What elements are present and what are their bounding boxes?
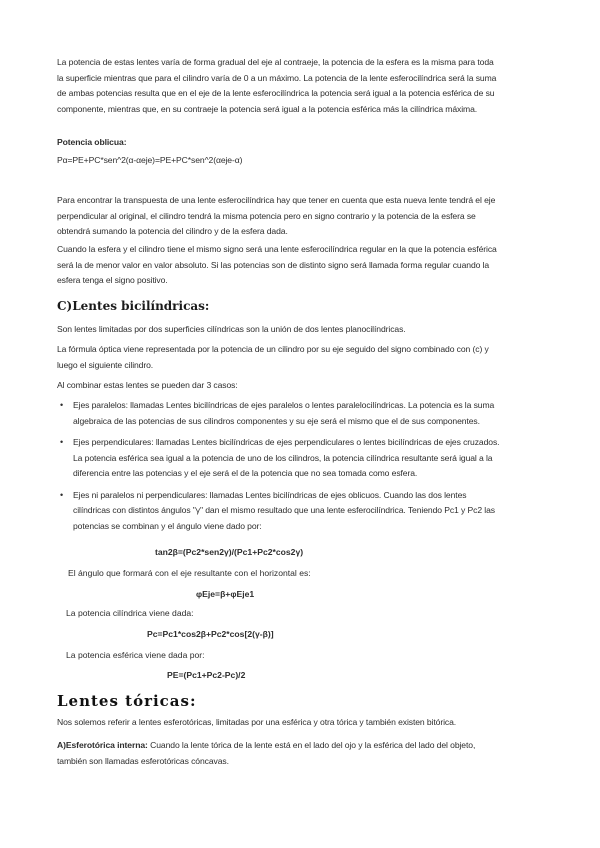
paragraph-regular-form: Cuando la esfera y el cilindro tiene el mismo signo será una lente esferocilíndrica regular en la que la potencia esférica será la de menor valor en valor absoluto. Si las potencias son de distinto signo será llamada forma regular cuando la esfera tenga el signo positivo. [57, 244, 497, 285]
internal-spherotoric-text: Cuando la lente tórica de la lente está en el lado del ojo y la esférica del lado del objeto, también son llamadas esferotóricas cóncavas. [57, 740, 476, 766]
formula-tan2beta: tan2β=(Pc2*sen2γ)/(Pc1+Pc2*cos2γ) [155, 547, 304, 557]
list-item: • Ejes perpendiculares: llamadas Lentes bicilíndricas de ejes perpendiculares o lentes bicilíndricas de ejes cruzados. La potencia esférica sea igual a la potencia de uno de los cilindros, la potencia cilíndrica resultante será igual a la diferencia entre las potencias y el eje será el de la potencia que no sea tomada como esfera. [57, 435, 502, 482]
formula-sph-power: PE=(Pc1+Pc2-Pc)/2 [167, 670, 246, 680]
text-angle-intro: El ángulo que formará con el eje resultante con el horizontal es: [68, 568, 311, 578]
oblique-power-label: Potencia oblicua: [57, 137, 127, 147]
formula-axis: φEje=β+φEje1 [196, 589, 255, 599]
paragraph-three-cases: Al combinar estas lentes se pueden dar 3 casos: [57, 380, 238, 390]
heading-bicylindrical: C)Lentes bicilíndricas: [57, 299, 210, 313]
list-item: • Ejes ni paralelos ni perpendiculares: llamadas Lentes bicilíndricas de ejes oblicuos. Cuando las dos lentes cilíndricas con distintos ángulos "γ" dan el mismo resultado que una lente esferocilíndrica. Teniendo Pc1 y Pc2 las potencias se combinan y el ángulo viene dado por: [57, 488, 502, 535]
formula-cyl-power: Pc=Pc1*cos2β+Pc2*cos[2(γ-β)] [147, 629, 274, 639]
paragraph-optical-formula: La fórmula óptica viene representada por la potencia de un cilindro por su eje seguido del signo combinado con (c) y luego el siguiente cilindro. [57, 344, 489, 370]
paragraph-internal-spherotoric [57, 738, 497, 769]
list-item: • Ejes paralelos: llamadas Lentes bicilíndricas de ejes paralelos o lentes paralelocilíndricas. La potencia es la suma algebraica de las potencias de sus cilindros componentes y su eje será el mismo que el de sus componentes. [57, 398, 502, 429]
oblique-power-formula: Pα=PE+PC*sen^2(α-αeje)=PE+PC*sen^2(αeje-α) [57, 155, 243, 165]
paragraph-toric-def: Nos solemos referir a lentes esferotóricas, limitadas por una esférica y otra tórica y también existen bitórica. [57, 717, 457, 727]
text-sph-power-intro: La potencia esférica viene dada por: [66, 650, 205, 660]
text-cyl-power-intro: La potencia cilíndrica viene dada: [66, 608, 194, 618]
paragraph-intro: La potencia de estas lentes varía de forma gradual del eje al contraeje, la potencia de la esfera es la misma para toda la superficie mientras que para el cilindro varía de 0 a un máximo. La potencia de la lente esferocilíndrica será la suma de ambas potencias resulta que en el eje de la lente esferocilíndrica la potencia será igual a la potencia esférica de su componente, mientras que, en su contraeje la potencia será igual a la potencia esférica más la cilíndrica máxima. [57, 57, 497, 114]
heading-toric-lenses: Lentes tóricas: [57, 692, 197, 710]
internal-spherotoric-label: A)Esferotórica interna: [57, 740, 148, 750]
cases-list [57, 398, 502, 540]
paragraph-transposition: Para encontrar la transpuesta de una lente esferocilíndrica hay que tener en cuenta que esta nueva lente tendrá el eje perpendicular al original, el cilindro tendrá la misma potencia pero en signo contrario y la potencia de la esfera se obtendrá sumando la potencia del cilindro y de la esfera dada. [57, 195, 496, 236]
paragraph-bicylindrical-def: Son lentes limitadas por dos superficies cilíndricas son la unión de dos lentes planocilíndricas. [57, 324, 406, 334]
